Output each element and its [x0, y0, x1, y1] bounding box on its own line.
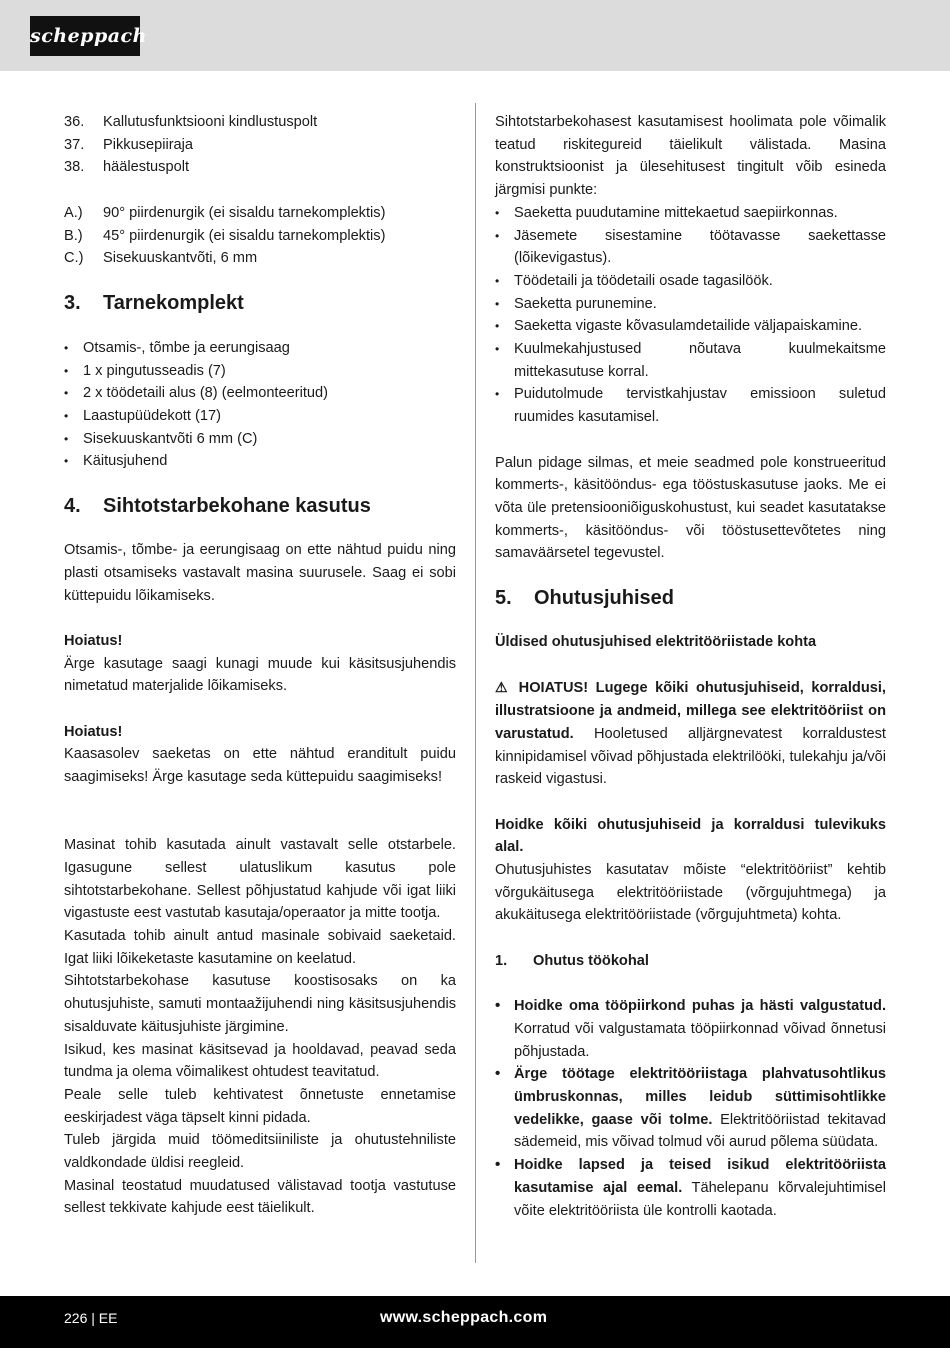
- accessories-list: [64, 202, 456, 270]
- list-item: • 2 x töödetaili alus (8) (eelmonteeritud): [64, 382, 456, 405]
- list-item: • Otsamis-, tõmbe ja eerungisaag: [64, 337, 456, 360]
- scheppach-logo: scheppach: [30, 16, 140, 56]
- list-item: • 1 x pingutusseadis (7): [64, 360, 456, 383]
- warning-text: Kaasasolev saeketas on ette nähtud eranditult puidu saagimiseks! Ärge kasutage seda küttepuidu saagimiseks!: [64, 746, 456, 786]
- keep-instructions-text: Ohutusjuhistes kasutatav mõiste “elektritööriist” kehtib võrgukäitusega elektritööriistade (võrgujuhtmega) ja akukäitusega elektritööriistade (võrgujuhtmeta) kohta.: [495, 862, 886, 924]
- website-link[interactable]: www.scheppach.com: [380, 1309, 548, 1326]
- risk-list: [495, 202, 886, 429]
- list-item: • Saeketta purunemine.: [495, 293, 886, 316]
- list-item: C.) Sisekuuskantvõti, 6 mm: [64, 250, 258, 267]
- general-safety-title: Üldised ohutusjuhised elektritööriistade kohta: [495, 634, 817, 651]
- warning-title: Hoiatus!: [64, 632, 123, 649]
- list-item: • Käitusjuhend: [64, 450, 456, 473]
- section-heading-5: 5. Ohutusjuhised: [495, 587, 674, 610]
- list-item: • Töödetaili ja töödetaili osade tagasilöök.: [495, 270, 886, 293]
- subsection-heading-1: 1. Ohutus töökohal: [495, 952, 649, 969]
- list-item: • Jäsemete sisestamine töötavasse saekettasse (lõikevigastus).: [495, 225, 886, 270]
- paragraph: Masinal teostatud muudatused välistavad tootja vastutuse sellest tekkivate kahjude eest täielikult.: [64, 1177, 456, 1217]
- paragraph: Peale selle tuleb kehtivatest õnnetuste ennetamise eeskirjadest väga täpselt kinni pidada.: [64, 1086, 456, 1126]
- list-item: 37. Pikkusepiiraja: [64, 136, 194, 153]
- list-item: • Kuulmekahjustused nõutava kuulmekaitsme mittekasutuse korral.: [495, 338, 886, 383]
- paragraph: Isikud, kes masinat käsitsevad ja hooldavad, peavad seda tundma ja olema võimalikest ohtudest teavitatud.: [64, 1041, 456, 1081]
- warning-title: Hoiatus!: [64, 723, 123, 740]
- list-item: • Laastupüüdekott (17): [64, 405, 456, 428]
- list-item: • Sisekuuskantvõti 6 mm (C): [64, 428, 456, 451]
- keep-instructions-title: Hoidke kõiki ohutusjuhiseid ja korraldusi tulevikuks alal.: [495, 816, 886, 856]
- paragraph: Masinat tohib kasutada ainult vastavalt selle otstarbele. Igasugune sellest ulatuslikum kasutus pole sihtotstarbekohane. Sellest põhjustatud kahjude või igat liiki vigastuste eest vastutab kasutaja/operaator ja mitte tootja.: [64, 837, 456, 922]
- workplace-safety-list: [495, 995, 886, 1222]
- usage-paragraphs: [64, 834, 456, 1220]
- note-text: Palun pidage silmas, et meie seadmed pole konstrueeritud kommerts-, käsitööndus- ega tööstuskasutuse jaoks. Me ei võta üle pretensiooniõiguskohustust, kui seadet kasutatakse kommerts-, käsitööndus- või tööstusettevõtetes ning samaväärsetel tegevustel.: [495, 454, 886, 562]
- list-item: • Hoidke oma tööpiirkond puhas ja hästi valgustatud. Korratud või valgustamata tööpiirkonnad võivad õnnetusi põhjustada.: [495, 995, 886, 1063]
- warning-triangle-icon: ⚠: [495, 679, 512, 696]
- list-item: A.) 90° piirdenurgik (ei sisaldu tarnekomplektis): [64, 204, 386, 221]
- warning-text: Ärge kasutage saagi kunagi muude kui käsitsusjuhendis nimetatud materjalide lõikamiseks.: [64, 655, 456, 695]
- right-column: [495, 111, 886, 1222]
- left-column: [64, 111, 456, 1220]
- page-footer: [0, 1296, 950, 1348]
- list-item: • Saeketta vigaste kõvasulamdetailide väljapaiskamine.: [495, 315, 886, 338]
- column-divider: [475, 103, 476, 1263]
- residual-risk-intro: Sihtotstarbekohasest kasutamisest hoolimata pole võimalik teatud riskitegureid täielikult välistada. Masina konstruktsioonist ja ülesehitusest tingitult võib esineda järgmisi punkte:: [495, 114, 886, 199]
- list-item: B.) 45° piirdenurgik (ei sisaldu tarnekomplektis): [64, 227, 386, 244]
- list-item: • Ärge töötage elektritööriistaga plahvatusohtlikus ümbruskonnas, milles leidub süttimisohtlikke vedelikke, gaase või tolme. Elektritööriistad tekitavad sädemeid, mis võivad tolmud või aurud põlema süüdata.: [495, 1063, 886, 1154]
- section-heading-3: 3. Tarnekomplekt: [64, 291, 244, 314]
- warning-paragraph: ⚠ HOIATUS! Lugege kõiki ohutusjuhiseid, korraldusi, illustratsioone ja andmeid, millega see elektritööriist on varustatud. Hooletused alljärgnevatest korraldustest kinnipidamisel võivad põhjustada elektrilööki, tulekahju ja/või raskeid vigastusi.: [495, 679, 887, 788]
- delivery-list: [64, 337, 456, 473]
- list-item: 36. Kallutusfunktsiooni kindlustuspolt: [64, 114, 318, 130]
- list-item: • Hoidke lapsed ja teised isikud elektritööriista kasutamise ajal eemal. Tähelepanu kõrvalejuhtimisel võite elektritööriista üle kontrolli kaotada.: [495, 1154, 886, 1222]
- paragraph: Tuleb järgida muid töömeditsiiniliste ja ohutustehniliste valdkondade üldisi reegleid.: [64, 1132, 456, 1172]
- list-item: • Saeketta puudutamine mittekaetud saepiirkonnas.: [495, 202, 886, 225]
- paragraph: Kasutada tohib ainult antud masinale sobivaid saeketaid. Igat liiki lõikeketaste kasutamine on keelatud.: [64, 928, 456, 967]
- paragraph: Sihtotstarbekohase kasutuse koostisosaks on ka ohutusjuhiste, samuti montaažijuhendi ning käsitsusjuhendis sisalduvate käitusjuhiste järgimine.: [64, 973, 456, 1035]
- list-item: • Puidutolmude tervistkahjustav emissioon suletud ruumides kasutamisel.: [495, 383, 886, 428]
- list-item: 38. häälestuspolt: [64, 159, 190, 176]
- page-header: [0, 0, 950, 71]
- intended-use-text: Otsamis-, tõmbe- ja eerungisaag on ette nähtud puidu ning plasti otsamiseks vastavalt masina suurusele. Saag ei sobi küttepuidu lõikamiseks.: [64, 542, 456, 604]
- page-number: 226 | EE: [64, 1310, 118, 1326]
- section-heading-4: 4. Sihtotstarbekohane kasutus: [64, 495, 371, 518]
- parts-list: [64, 111, 456, 179]
